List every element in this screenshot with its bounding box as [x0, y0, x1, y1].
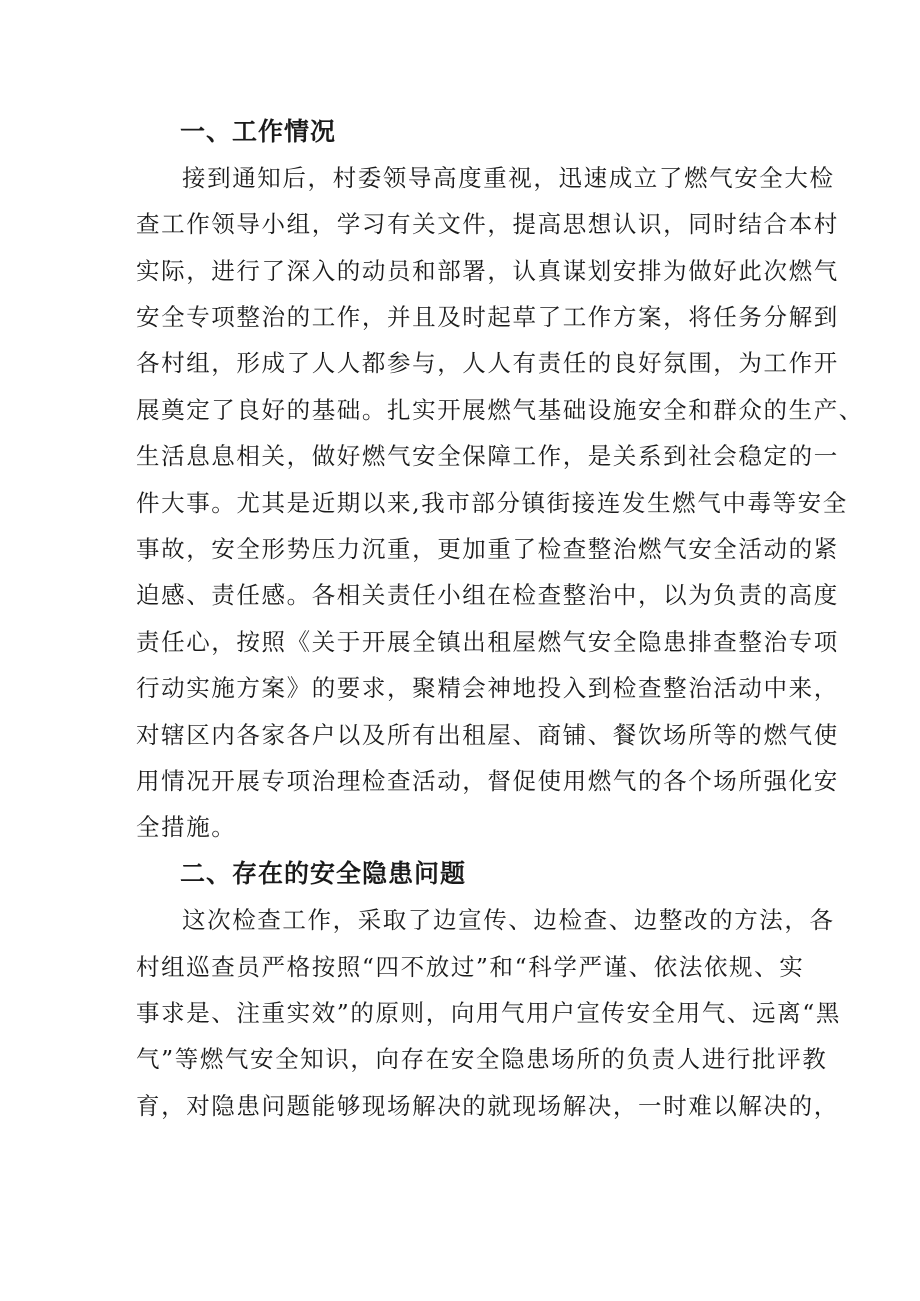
paragraph-line: 全措施。: [136, 813, 237, 841]
paragraph-line: 生活息息相关，做好燃气安全保障工作，是关系到社会稳定的一: [136, 442, 839, 470]
paragraph-line: 事故，安全形势压力沉重，更加重了检查整治燃气安全活动的紧: [136, 535, 839, 563]
paragraph-line: 这次检查工作，采取了边宣传、边检查、边整改的方法，各: [182, 906, 835, 934]
paragraph-line: 接到通知后，村委领导高度重视，迅速成立了燃气安全大检: [182, 164, 835, 192]
section-heading-work-situation: 一、工作情况: [180, 117, 337, 146]
paragraph-line: 实际，进行了深入的动员和部署，认真谋划安排为做好此次燃气: [136, 257, 839, 285]
paragraph-line: 件大事。尤其是近期以来,我市部分镇街接连发生燃气中毒等安全: [136, 489, 848, 517]
paragraph-line: 安全专项整治的工作，并且及时起草了工作方案，将任务分解到: [136, 303, 839, 331]
paragraph-line: 责任心，按照《关于开展全镇出租屋燃气安全隐患排查整治专项: [136, 628, 839, 656]
section-heading-safety-hazards: 二、存在的安全隐患问题: [180, 859, 467, 888]
paragraph-line: 迫感、责任感。各相关责任小组在检查整治中，以为负责的高度: [136, 581, 839, 609]
paragraph-line: 展奠定了良好的基础。扎实开展燃气基础设施安全和群众的生产、: [136, 396, 864, 424]
paragraph-line: 气”等燃气安全知识，向存在安全隐患场所的负责人进行批评教: [136, 1045, 828, 1073]
paragraph-line: 用情况开展专项治理检查活动，督促使用燃气的各个场所强化安: [136, 767, 839, 795]
paragraph-line: 村组巡查员严格按照“四不放过”和“科学严谨、依法依规、实: [136, 953, 805, 981]
paragraph-line: 对辖区内各家各户以及所有出租屋、商铺、餐饮场所等的燃气使: [136, 721, 839, 749]
paragraph-line: 事求是、注重实效”的原则，向用气用户宣传安全用气、远离“黑: [136, 999, 841, 1027]
paragraph-line: 查工作领导小组，学习有关文件，提高思想认识，同时结合本村: [136, 210, 839, 238]
paragraph-line: 各村组，形成了人人都参与，人人有责任的良好氛围，为工作开: [136, 349, 839, 377]
paragraph-line: 行动实施方案》的要求，聚精会神地投入到检查整治活动中来，: [136, 674, 839, 702]
paragraph-line: 育，对隐患问题能够现场解决的就现场解决，一时难以解决的，: [136, 1092, 839, 1120]
